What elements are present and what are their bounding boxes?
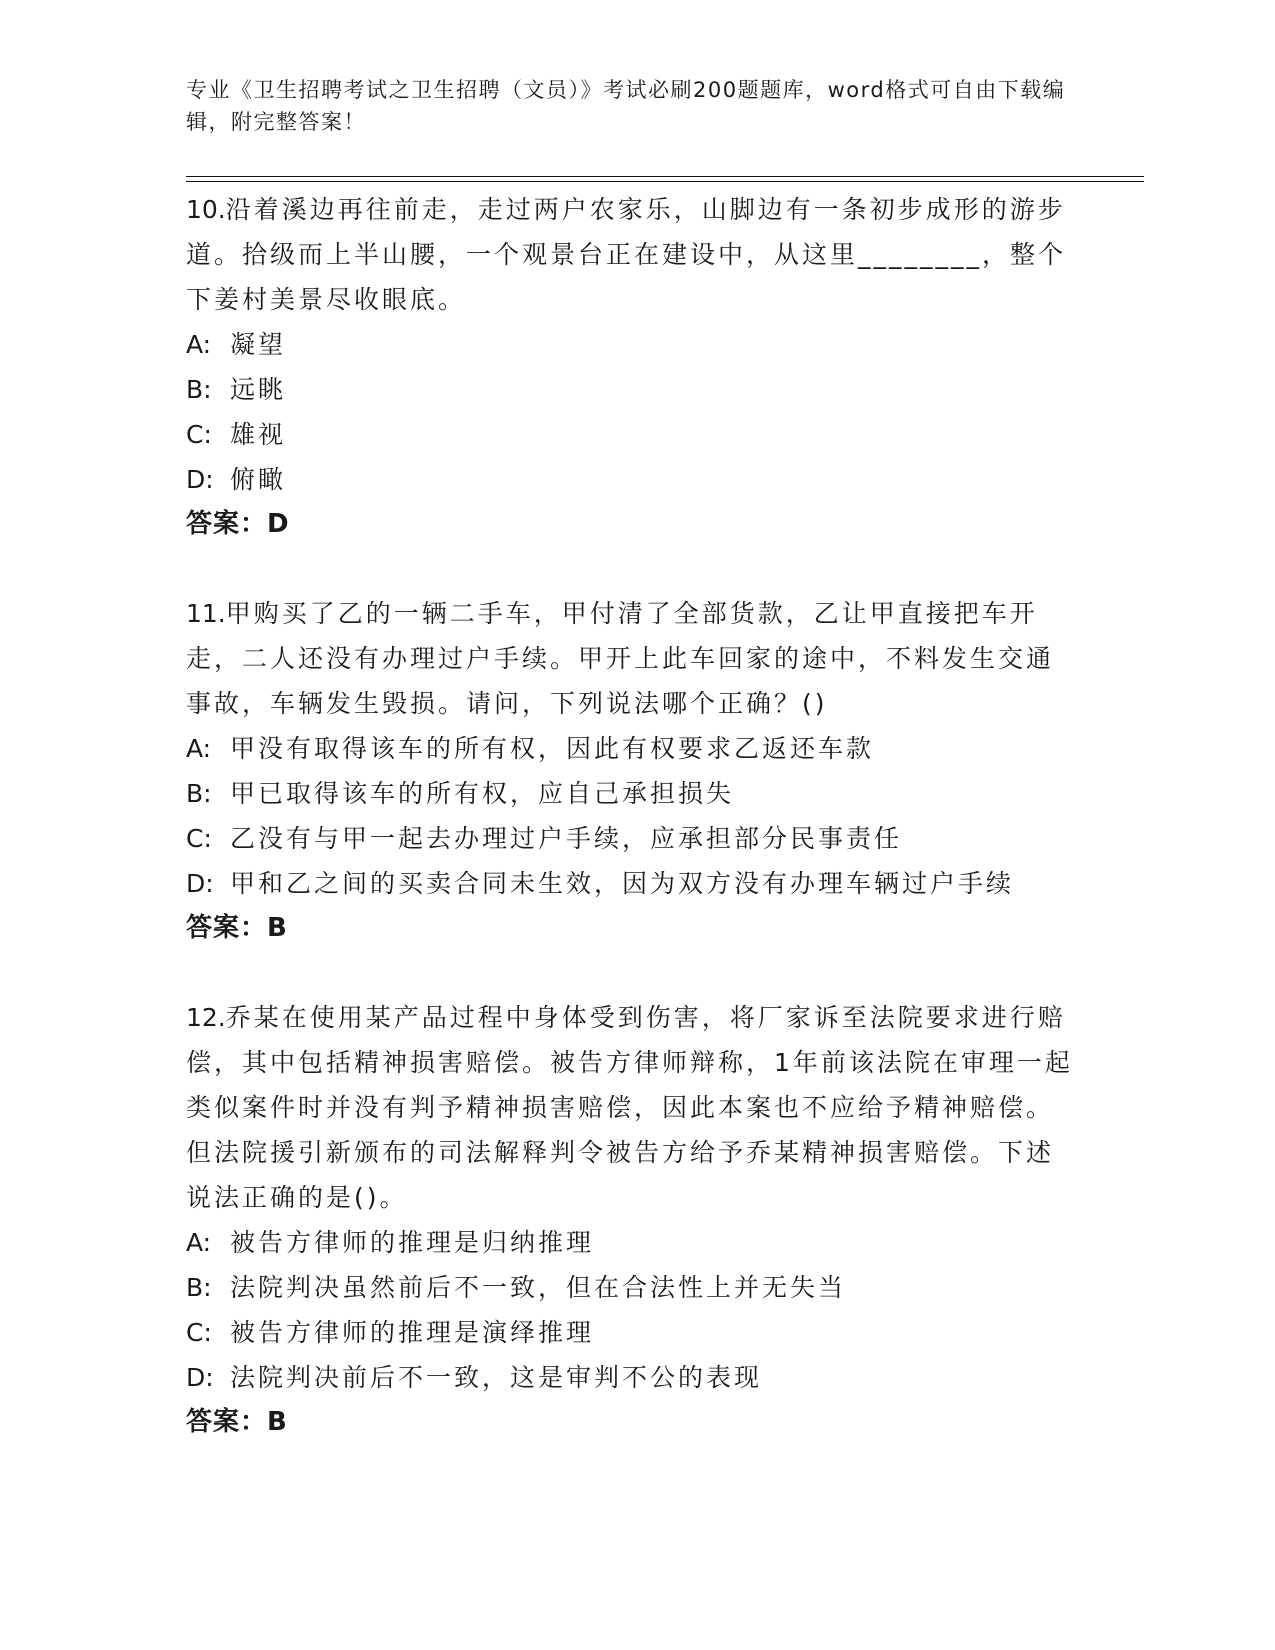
option-key: D: [186,1363,214,1392]
answer-line: 答案：D [186,509,290,539]
option-key: B: [186,779,212,808]
option-c [186,1310,1076,1355]
option-key: B: [186,1273,212,1302]
question-text: 乔某在使用某产品过程中身体受到伤害，将厂家诉至法院要求进行赔偿，其中包括精神损害赔偿。被告方律师辩称，1年前该法院在审理一起类似案件时并没有判予精神损害赔偿，因此本案也不应给予精神赔偿。但法院援引新颁布的司法解释判令被告方给予乔某精神损害赔偿。下述说法正确的是()。 [186,1003,1073,1212]
question-stem [186,187,1076,322]
question-11 [186,591,1076,951]
option-text: 甲已取得该车的所有权，应自己承担损失 [230,779,735,808]
question-text: 沿着溪边再往前走，走过两户农家乐，山脚边有一条初步成形的游步道。拾级而上半山腰，一个观景台正在建设中，从这里________，整个下姜村美景尽收眼底。 [186,195,1067,314]
option-text: 被告方律师的推理是归纳推理 [230,1228,595,1257]
option-a [186,726,1076,771]
option-text: 法院判决虽然前后不一致，但在合法性上并无失当 [230,1273,847,1302]
answer-line: 答案：B [186,1407,288,1437]
question-10 [186,187,1076,547]
document-title: 专业《卫生招聘考试之卫生招聘（文员）》考试必刷200题题库，word格式可自由下载编辑，附完整答案！ [186,78,1066,134]
option-c [186,412,1076,457]
header-divider-top [186,176,1144,177]
option-key: B: [186,375,212,404]
question-number: 10. [186,195,226,224]
option-text: 法院判决前后不一致，这是审判不公的表现 [230,1363,763,1392]
question-12 [186,995,1076,1445]
option-text: 甲和乙之间的买卖合同未生效，因为双方没有办理车辆过户手续 [230,869,1015,898]
option-a [186,1220,1076,1265]
question-stem [186,591,1076,726]
option-d [186,861,1076,906]
option-d [186,1355,1076,1400]
option-b [186,771,1076,816]
question-stem [186,995,1076,1220]
option-text: 凝望 [230,330,287,359]
question-number: 11. [186,599,226,628]
option-text: 乙没有与甲一起去办理过户手续，应承担部分民事责任 [230,824,903,853]
option-text: 俯瞰 [230,465,287,494]
option-c [186,816,1076,861]
answer-line: 答案：B [186,913,288,943]
option-a [186,322,1076,367]
option-key: C: [186,824,212,853]
option-key: A: [186,330,212,359]
option-text: 被告方律师的推理是演绎推理 [230,1318,595,1347]
option-text: 远眺 [230,375,287,404]
question-number: 12. [186,1003,226,1032]
option-b [186,367,1076,412]
option-text: 雄视 [230,420,287,449]
header-divider-bottom [186,181,1144,182]
option-key: C: [186,420,212,449]
option-b [186,1265,1076,1310]
option-key: A: [186,734,212,763]
option-key: D: [186,465,214,494]
question-text: 甲购买了乙的一辆二手车，甲付清了全部货款，乙让甲直接把车开走，二人还没有办理过户手续。甲开上此车回家的途中，不料发生交通事故，车辆发生毁损。请问，下列说法哪个正确？() [186,599,1055,718]
option-key: A: [186,1228,212,1257]
option-key: C: [186,1318,212,1347]
option-d [186,457,1076,502]
option-key: D: [186,869,214,898]
option-text: 甲没有取得该车的所有权，因此有权要求乙返还车款 [230,734,875,763]
